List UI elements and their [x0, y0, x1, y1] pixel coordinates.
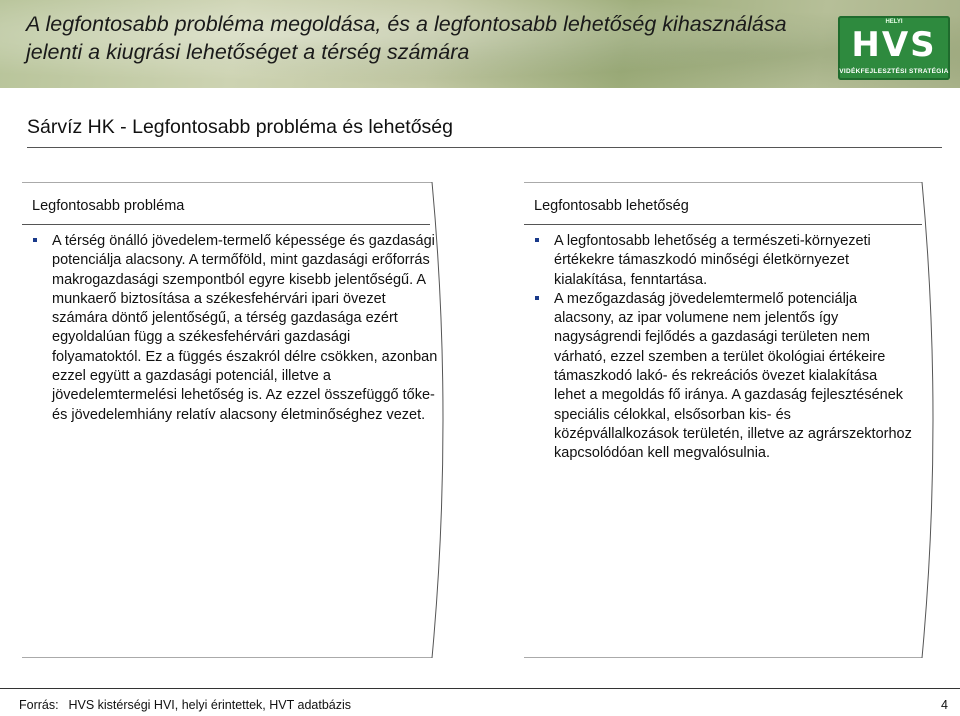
logo-bottom-text: VIDÉKFEJLESZTÉSI STRATÉGIA: [839, 68, 949, 75]
footer-divider: [0, 688, 960, 689]
source-label: Forrás:: [19, 698, 59, 712]
opportunity-panel-divider: [524, 224, 922, 225]
opportunity-panel: [524, 182, 944, 658]
problem-list: [32, 232, 438, 425]
problem-panel-divider: [22, 224, 430, 225]
problem-panel: [22, 182, 452, 658]
header-banner: [0, 0, 960, 88]
slide-subtitle: Sárvíz HK - Legfontosabb probléma és lehetőség: [27, 116, 454, 138]
logo-main-text: HVS: [851, 25, 937, 65]
slide-title: A legfontosabb probléma megoldása, és a legfontosabb lehetőség kihasználása jelenti a kiugrási lehetőséget a térség számára: [26, 12, 787, 64]
page-number: 4: [941, 698, 948, 712]
opportunity-panel-title: Legfontosabb lehetőség: [534, 198, 689, 214]
hvs-logo: [838, 16, 950, 80]
subtitle-divider: [27, 147, 942, 148]
footer-source: [19, 698, 351, 712]
list-item: A legfontosabb lehetőség a természeti-környezeti értékekre támaszkodó minőségi életkörnyezet kialakítása, fenntartása.: [534, 232, 912, 290]
list-item: A térség önálló jövedelem-termelő képessége és gazdasági potenciálja alacsony. A termőföld, mint gazdasági erőforrás makrogazdasági szempontból egyre kisebb jelentőségű. A munkaerő biztosítása a székesfehérvári ipari övezet számára döntő jelentőségű, a térség gazdasága ezért egyoldalúan függ a székesfehérvári gazdasági folyamatoktól. Ez a függés északról délre csökken, azonban ezzel együtt a gazdasági potenciál, illetve a jövedelemtermelési lehetőség is. Az ezzel összefüggő tőke- és jövedelemhiány relatív alacsony életminőséghez vezet.: [32, 232, 438, 425]
logo-top-text: HELYI: [885, 19, 903, 25]
list-item: A mezőgazdaság jövedelemtermelő potenciálja alacsony, az ipar volumene nem jelentős így nagyságrendi fejlődés a gazdasági területen nem várható, ezzel szemben a terület ökológiai értékeire támaszkodó lakó- és rekreációs övezet kialakítása lehet a megoldás fő iránya. A gazdaság fejlesztésének speciális célokkal, elsősorban kis- és középvállalkozások területén, illetve az agrárszektorhoz kapcsolódóan kell megvalósulnia.: [534, 290, 912, 464]
problem-panel-title: Legfontosabb probléma: [32, 198, 185, 214]
source-text: HVS kistérségi HVI, helyi érintettek, HVT adatbázis: [68, 698, 352, 712]
opportunity-list: [534, 232, 912, 464]
